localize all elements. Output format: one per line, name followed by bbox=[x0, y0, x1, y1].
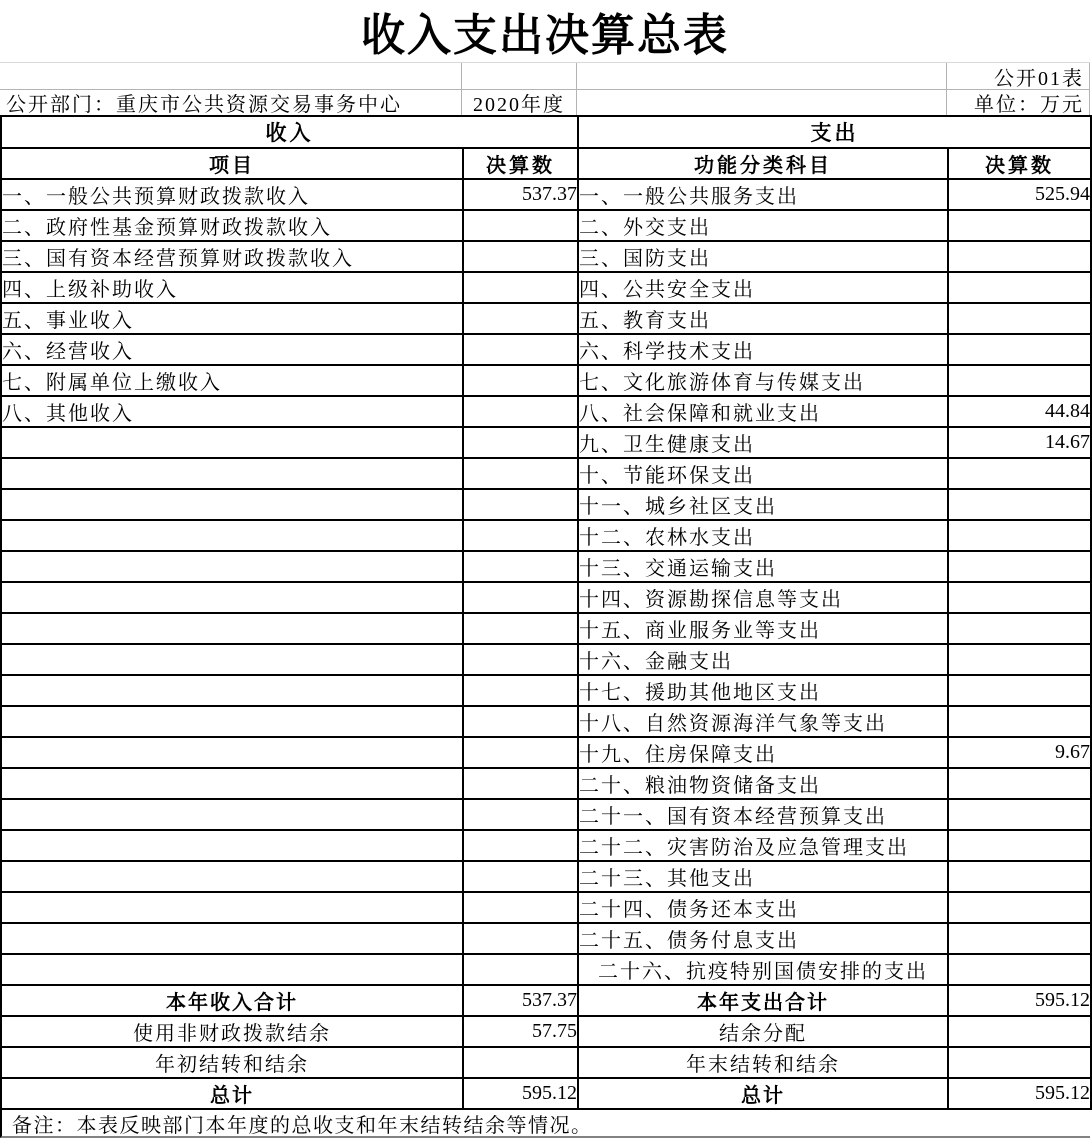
summary-expense-label-cell: 年末结转和结余 bbox=[578, 1047, 948, 1078]
summary-expense-value-cell: 595.12 bbox=[948, 985, 1091, 1016]
revenue-value-cell bbox=[463, 830, 578, 861]
col-header-expenditure-amount: 决算数 bbox=[948, 148, 1091, 179]
revenue-item-cell bbox=[1, 644, 463, 675]
summary-row bbox=[1, 1016, 1091, 1047]
revenue-item-cell bbox=[1, 458, 463, 489]
expense-item-cell: 十九、住房保障支出 bbox=[578, 737, 948, 768]
expense-item-cell: 十一、城乡社区支出 bbox=[578, 489, 948, 520]
expense-value-cell bbox=[948, 365, 1091, 396]
expense-item-cell: 二十六、抗疫特别国债安排的支出 bbox=[578, 954, 948, 985]
expense-value-cell bbox=[948, 458, 1091, 489]
table-row bbox=[1, 582, 1091, 613]
expense-value-cell bbox=[948, 861, 1091, 892]
empty-cell bbox=[0, 63, 462, 89]
table-row bbox=[1, 954, 1091, 985]
col-header-revenue-amount: 决算数 bbox=[463, 148, 578, 179]
table-row bbox=[1, 644, 1091, 675]
table-row bbox=[1, 520, 1091, 551]
expense-item-cell: 十八、自然资源海洋气象等支出 bbox=[578, 706, 948, 737]
expense-item-cell: 十三、交通运输支出 bbox=[578, 551, 948, 582]
expense-value-cell bbox=[948, 644, 1091, 675]
column-header-row bbox=[1, 148, 1091, 179]
revenue-value-cell bbox=[463, 458, 578, 489]
revenue-value-cell bbox=[463, 582, 578, 613]
table-row bbox=[1, 458, 1091, 489]
table-row bbox=[1, 551, 1091, 582]
table-row bbox=[1, 179, 1091, 210]
department-label: 公开部门：重庆市公共资源交易事务中心 bbox=[0, 90, 462, 115]
expense-item-cell: 二十三、其他支出 bbox=[578, 861, 948, 892]
revenue-item-cell bbox=[1, 954, 463, 985]
revenue-value-cell bbox=[463, 520, 578, 551]
table-row bbox=[1, 241, 1091, 272]
revenue-item-cell bbox=[1, 768, 463, 799]
revenue-value-cell bbox=[463, 861, 578, 892]
expense-value-cell: 44.84 bbox=[948, 396, 1091, 427]
revenue-value-cell bbox=[463, 365, 578, 396]
table-row bbox=[1, 830, 1091, 861]
revenue-item-cell bbox=[1, 489, 463, 520]
expense-value-cell bbox=[948, 613, 1091, 644]
summary-revenue-label-cell: 年初结转和结余 bbox=[1, 1047, 463, 1078]
expense-item-cell: 十、节能环保支出 bbox=[578, 458, 948, 489]
revenue-value-cell bbox=[463, 737, 578, 768]
expense-value-cell: 525.94 bbox=[948, 179, 1091, 210]
revenue-item-cell bbox=[1, 675, 463, 706]
table-row bbox=[1, 210, 1091, 241]
expense-item-cell: 三、国防支出 bbox=[578, 241, 948, 272]
revenue-value-cell bbox=[463, 768, 578, 799]
expense-value-cell bbox=[948, 830, 1091, 861]
page-title: 收入支出决算总表 bbox=[361, 11, 729, 60]
table-row bbox=[1, 613, 1091, 644]
revenue-value-cell bbox=[463, 892, 578, 923]
table-row bbox=[1, 272, 1091, 303]
revenue-item-cell bbox=[1, 830, 463, 861]
revenue-value-cell bbox=[463, 303, 578, 334]
summary-revenue-label-cell: 本年收入合计 bbox=[1, 985, 463, 1016]
expense-item-cell: 九、卫生健康支出 bbox=[578, 427, 948, 458]
summary-expense-value-cell: 595.12 bbox=[948, 1078, 1091, 1109]
expense-item-cell: 四、公共安全支出 bbox=[578, 272, 948, 303]
revenue-item-cell bbox=[1, 551, 463, 582]
sheet-label: 公开01表 bbox=[947, 63, 1090, 89]
expense-value-cell: 14.67 bbox=[948, 427, 1091, 458]
expense-value-cell bbox=[948, 334, 1091, 365]
revenue-value-cell bbox=[463, 675, 578, 706]
expense-value-cell bbox=[948, 675, 1091, 706]
revenue-section-header: 收入 bbox=[1, 116, 578, 148]
expense-value-cell bbox=[948, 520, 1091, 551]
table-row bbox=[1, 303, 1091, 334]
empty-cell bbox=[577, 63, 947, 89]
summary-revenue-value-cell bbox=[463, 1047, 578, 1078]
expense-value-cell bbox=[948, 923, 1091, 954]
expense-item-cell: 十二、农林水支出 bbox=[578, 520, 948, 551]
revenue-item-cell bbox=[1, 923, 463, 954]
summary-expense-label-cell: 总计 bbox=[578, 1078, 948, 1109]
revenue-value-cell bbox=[463, 210, 578, 241]
expense-item-cell: 八、社会保障和就业支出 bbox=[578, 396, 948, 427]
expense-value-cell bbox=[948, 551, 1091, 582]
revenue-value-cell bbox=[463, 489, 578, 520]
expenditure-section-header: 支出 bbox=[578, 116, 1091, 148]
expense-item-cell: 一、一般公共服务支出 bbox=[578, 179, 948, 210]
revenue-item-cell bbox=[1, 892, 463, 923]
expense-item-cell: 二十二、灾害防治及应急管理支出 bbox=[578, 830, 948, 861]
expense-value-cell bbox=[948, 241, 1091, 272]
summary-revenue-label-cell: 总计 bbox=[1, 1078, 463, 1109]
table-row bbox=[1, 892, 1091, 923]
summary-revenue-label-cell: 使用非财政拨款结余 bbox=[1, 1016, 463, 1047]
revenue-value-cell bbox=[463, 644, 578, 675]
expense-item-cell: 二十五、债务付息支出 bbox=[578, 923, 948, 954]
meta-row bbox=[0, 90, 1090, 115]
revenue-item-cell bbox=[1, 861, 463, 892]
summary-row bbox=[1, 985, 1091, 1016]
revenue-value-cell bbox=[463, 706, 578, 737]
expense-value-cell bbox=[948, 892, 1091, 923]
data-rows-body bbox=[1, 179, 1091, 985]
revenue-item-cell bbox=[1, 799, 463, 830]
revenue-item-cell bbox=[1, 520, 463, 551]
summary-row bbox=[1, 1047, 1091, 1078]
revenue-value-cell bbox=[463, 799, 578, 830]
expense-item-cell: 六、科学技术支出 bbox=[578, 334, 948, 365]
revenue-item-cell bbox=[1, 737, 463, 768]
expense-value-cell bbox=[948, 954, 1091, 985]
sheet-label-row bbox=[0, 62, 1090, 90]
fiscal-year-label: 2020年度 bbox=[462, 90, 577, 115]
expense-value-cell bbox=[948, 582, 1091, 613]
revenue-item-cell: 五、事业收入 bbox=[1, 303, 463, 334]
expense-item-cell: 二十四、债务还本支出 bbox=[578, 892, 948, 923]
revenue-value-cell bbox=[463, 241, 578, 272]
summary-revenue-value-cell: 537.37 bbox=[463, 985, 578, 1016]
expense-item-cell: 十五、商业服务业等支出 bbox=[578, 613, 948, 644]
revenue-value-cell bbox=[463, 923, 578, 954]
col-header-revenue-item: 项目 bbox=[1, 148, 463, 179]
table-row bbox=[1, 737, 1091, 768]
table-row bbox=[1, 365, 1091, 396]
revenue-item-cell bbox=[1, 427, 463, 458]
expense-value-cell bbox=[948, 272, 1091, 303]
table-row bbox=[1, 427, 1091, 458]
expense-item-cell: 二、外交支出 bbox=[578, 210, 948, 241]
table-row bbox=[1, 396, 1091, 427]
revenue-item-cell bbox=[1, 613, 463, 644]
expense-value-cell: 9.67 bbox=[948, 737, 1091, 768]
table-row bbox=[1, 799, 1091, 830]
revenue-item-cell: 四、上级补助收入 bbox=[1, 272, 463, 303]
revenue-value-cell bbox=[463, 334, 578, 365]
expense-value-cell bbox=[948, 706, 1091, 737]
summary-expense-value-cell bbox=[948, 1016, 1091, 1047]
revenue-value-cell bbox=[463, 613, 578, 644]
revenue-item-cell: 八、其他收入 bbox=[1, 396, 463, 427]
revenue-value-cell bbox=[463, 427, 578, 458]
table-row bbox=[1, 923, 1091, 954]
section-header-row bbox=[1, 116, 1091, 148]
revenue-value-cell bbox=[463, 551, 578, 582]
revenue-value-cell: 537.37 bbox=[463, 179, 578, 210]
expense-value-cell bbox=[948, 210, 1091, 241]
expense-value-cell bbox=[948, 489, 1091, 520]
expense-item-cell: 十七、援助其他地区支出 bbox=[578, 675, 948, 706]
expense-value-cell bbox=[948, 799, 1091, 830]
table-row bbox=[1, 768, 1091, 799]
revenue-item-cell bbox=[1, 582, 463, 613]
expense-item-cell: 二十一、国有资本经营预算支出 bbox=[578, 799, 948, 830]
income-expenditure-table bbox=[0, 115, 1092, 1110]
table-row bbox=[1, 861, 1091, 892]
expense-value-cell bbox=[948, 303, 1091, 334]
expense-item-cell: 十六、金融支出 bbox=[578, 644, 948, 675]
revenue-value-cell bbox=[463, 272, 578, 303]
revenue-item-cell bbox=[1, 706, 463, 737]
expense-item-cell: 七、文化旅游体育与传媒支出 bbox=[578, 365, 948, 396]
expense-item-cell: 二十、粮油物资储备支出 bbox=[578, 768, 948, 799]
summary-revenue-value-cell: 595.12 bbox=[463, 1078, 578, 1109]
revenue-value-cell bbox=[463, 954, 578, 985]
summary-expense-value-cell bbox=[948, 1047, 1091, 1078]
summary-revenue-value-cell: 57.75 bbox=[463, 1016, 578, 1047]
summary-expense-label-cell: 结余分配 bbox=[578, 1016, 948, 1047]
expense-item-cell: 十四、资源勘探信息等支出 bbox=[578, 582, 948, 613]
col-header-expenditure-item: 功能分类科目 bbox=[578, 148, 948, 179]
summary-rows-body bbox=[1, 985, 1091, 1109]
revenue-item-cell: 七、附属单位上缴收入 bbox=[1, 365, 463, 396]
revenue-item-cell: 二、政府性基金预算财政拨款收入 bbox=[1, 210, 463, 241]
revenue-item-cell: 六、经营收入 bbox=[1, 334, 463, 365]
revenue-value-cell bbox=[463, 396, 578, 427]
summary-row bbox=[1, 1078, 1091, 1109]
table-row bbox=[1, 675, 1091, 706]
empty-cell bbox=[577, 90, 947, 115]
empty-cell bbox=[462, 63, 577, 89]
expense-value-cell bbox=[948, 768, 1091, 799]
table-row bbox=[1, 334, 1091, 365]
note: 备注：本表反映部门本年度的总收支和年末结转结余等情况。 bbox=[0, 1110, 1090, 1138]
revenue-item-cell: 一、一般公共预算财政拨款收入 bbox=[1, 179, 463, 210]
table-row bbox=[1, 706, 1091, 737]
summary-expense-label-cell: 本年支出合计 bbox=[578, 985, 948, 1016]
table-row bbox=[1, 489, 1091, 520]
revenue-item-cell: 三、国有资本经营预算财政拨款收入 bbox=[1, 241, 463, 272]
unit-label: 单位：万元 bbox=[947, 90, 1090, 115]
expense-item-cell: 五、教育支出 bbox=[578, 303, 948, 334]
